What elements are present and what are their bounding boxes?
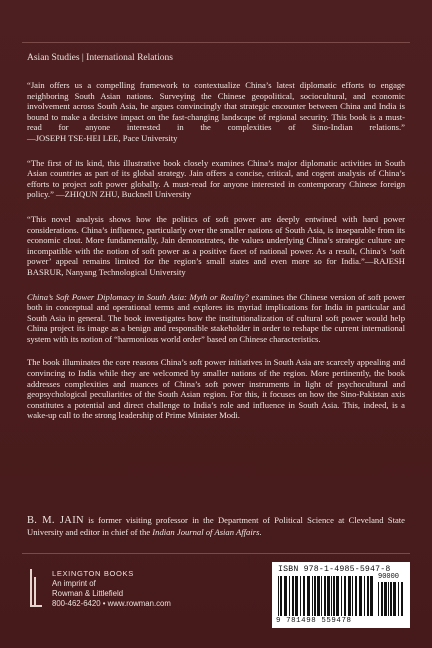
endorsement-quote: “Jain offers us a compelling framework to contextualize China’s latest diplomatic efforts to engage neighboring South Asian nations. Surveying the Chinese geopolitical, sociocultural, and economic involvement across South Asia, he argues convincingly that strategic encounter between China and India is bound to make a decisive impact on the fast-changing landscape of regional security. This book is a must-read for anyone interested in the complexities of Sino-Indian relations.” [27, 80, 405, 133]
endorsement-attribution: —RAJESH BASRUR, Nanyang Technological University [27, 256, 405, 277]
isbn-number: ISBN 978-1-4985-5947-8 [278, 565, 391, 574]
endorsement-quote: “This novel analysis shows how the politics of soft power are deeply entwined with hard power considerations. China’s influence, particularly over the smaller nations of South Asia, is inseparable from its economic clout. More fundamentally, Jain demonstrates, the values underlying China’s strategic culture are incompatible with the notion of soft power as a positive facet of national power. As a result, China’s ‘soft power’ appeal remains limited for the region’s small states and even more so for India.” [27, 213, 405, 267]
endorsement-quote: “The first of its kind, this illustrative book closely examines China’s major diplomatic activities in South Asian countries as part of its global strategy. Jain offers a concise, critical, and cogent analysis of China’s efforts to project soft power globally. A must-read for anyone interested in contemporary Chinese foreign policy.” [27, 157, 405, 200]
endorsement-2 [27, 158, 405, 200]
endorsement-attribution: —JOSEPH TSE-HEI LEE, Pace University [27, 132, 178, 143]
top-divider [22, 42, 410, 43]
author-bio [27, 515, 405, 537]
category-label: Asian Studies | International Relations [27, 53, 173, 63]
publisher-text [52, 569, 171, 609]
description-paragraph-2: The book illuminates the core reasons China’s soft power initiatives in South Asia are scarcely appealing and convincing to India while they are welcomed by smaller nations of the region. More pertinently, the book addresses complexities and nuances of China’s soft power instruments in light of psychocultural and geopsychological peculiarities of the South Asian region. For this, it focuses on how the Sino-Pakistan axis constitutes a potential and direct challenge to India’s role and influence in South Asia. This, indeed, is a wake-up call to the strong leadership of Prime Minister Modi. [27, 357, 405, 421]
endorsement-1 [27, 80, 405, 144]
publisher-logo-icon [30, 569, 44, 607]
barcode-bars-icon [278, 576, 374, 616]
journal-name: Indian Journal of Asian Affairs [152, 526, 260, 537]
publisher-parent: Rowman & Littlefield [52, 589, 124, 598]
addon-barcode-bars-icon [378, 582, 406, 616]
publisher-block [30, 569, 171, 609]
description-paragraph-1 [27, 292, 405, 345]
author-bio-end: . [259, 526, 262, 537]
publisher-contact: 800-462-6420 • www.rowman.com [52, 599, 171, 608]
endorsement-3 [27, 214, 405, 278]
description-text: examines the Chinese version of soft power both in conceptual and operational terms and explores its myriad implications for India in particular and South Asia in general. The book investigates how the institutionalization of cultural soft power would help China project its image as a benign and responsible stakeholder in order to reshape the current international system with its notion of “harmonious world order” based on Chinese characteristics. [27, 291, 405, 344]
book-title: China’s Soft Power Diplomacy in South Asia: Myth or Reality? [27, 291, 249, 302]
publisher-imprint: An imprint of [52, 579, 96, 588]
author-bio-text: is former visiting professor in the Department of Political Science at Cleveland State University and editor in chief of the [27, 515, 405, 537]
price-addon-number: 90000 [378, 573, 400, 581]
barcode-digits: 9 781498 559478 [276, 617, 352, 625]
bottom-divider [22, 553, 410, 554]
publisher-name: LEXINGTON BOOKS [52, 569, 134, 578]
author-name: B. M. JAIN [27, 515, 84, 526]
isbn-barcode [272, 562, 410, 628]
cover-text [27, 80, 405, 434]
endorsement-attribution: —ZHIQUN ZHU, Bucknell University [56, 189, 192, 200]
